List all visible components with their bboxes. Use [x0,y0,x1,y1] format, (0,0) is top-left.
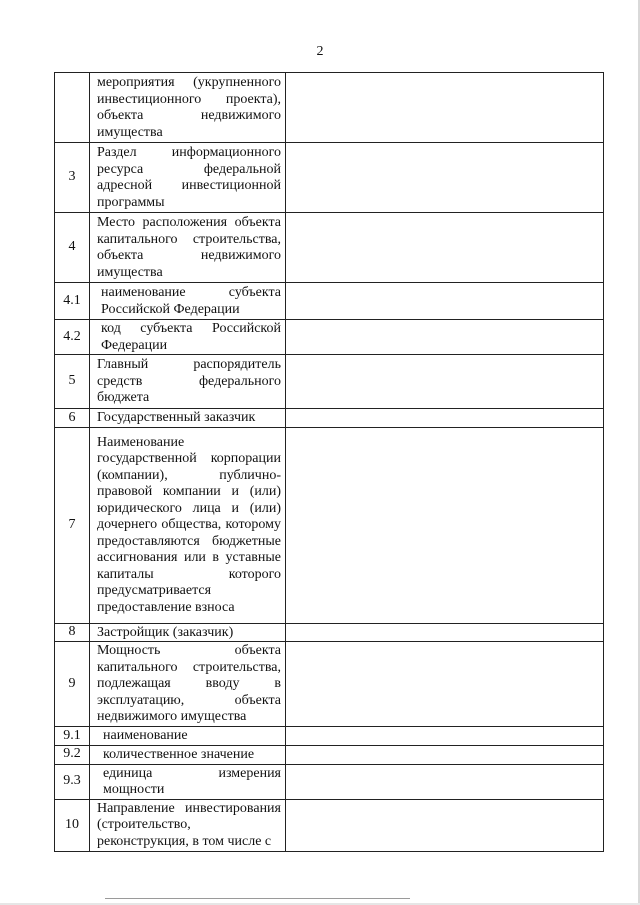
investment-project-table [54,72,604,852]
table-row [55,642,604,727]
row-value-cell [286,213,604,283]
row-number-cell: 4.1 [55,283,90,320]
row-name-text: Раздел информационного ресурса федеральной адресной инвестиционной программы [97,145,281,210]
row-value-cell [286,320,604,355]
row-number-cell: 3 [55,143,90,213]
row-number-cell: 5 [55,355,90,409]
row-value-cell [286,283,604,320]
row-name-cell [90,143,286,213]
row-name-cell [90,799,286,851]
row-name-cell [90,73,286,143]
row-value-cell [286,799,604,851]
table-row [55,283,604,320]
row-value-cell [286,642,604,727]
row-value-cell [286,143,604,213]
row-name-cell [90,764,286,799]
scan-edge-line [105,898,410,899]
row-name-text: мероприятия (укрупненного инвестиционного проекта), объекта недвижимого имущества [97,75,281,140]
row-name-cell [90,320,286,355]
row-value-cell [286,409,604,428]
row-name-text: Мощность объекта капитального строительства, подлежащая вводу в эксплуатацию, объекта недвижимого имущества [97,643,281,725]
table-row [55,213,604,283]
row-name-text: код субъекта Российской Федерации [101,321,281,353]
row-name-cell [90,427,286,623]
row-number-cell: 7 [55,427,90,623]
row-value-cell [286,623,604,642]
row-name-cell [90,213,286,283]
row-name-cell [90,409,286,428]
table-row [55,409,604,428]
row-name-text: Направление инвестирования (строительство, реконструкция, в том числе с [97,800,281,849]
row-value-cell [286,764,604,799]
row-name-text: Главный распорядитель средств федерального бюджета [97,357,281,406]
row-name-text: Место расположения объекта капитального строительства, объекта недвижимого имущества [97,215,281,280]
table-row [55,427,604,623]
row-name-cell [90,642,286,727]
table-body [55,73,604,852]
row-number-cell: 9.1 [55,727,90,746]
row-name-cell [90,283,286,320]
row-name-cell [90,727,286,746]
table-row [55,745,604,764]
table-row [55,73,604,143]
table-row [55,799,604,851]
row-number-cell [55,73,90,143]
row-name-text: наименование [103,728,188,743]
row-number-cell: 6 [55,409,90,428]
row-number-cell: 9 [55,642,90,727]
table-row [55,623,604,642]
table-row [55,320,604,355]
page-number: 2 [316,44,324,59]
row-number-cell: 4.2 [55,320,90,355]
row-name-cell [90,355,286,409]
row-name-text: Застройщик (заказчик) [97,624,234,640]
row-value-cell [286,73,604,143]
row-name-text: количественное значение [103,746,255,762]
row-value-cell [286,427,604,623]
row-name-text: наименование субъекта Российской Федерации [101,285,281,317]
row-number-cell: 10 [55,799,90,851]
row-name-text: единица измерения мощности [103,765,281,797]
row-number-cell: 9.3 [55,764,90,799]
table-row [55,727,604,746]
row-name-text: Государственный заказчик [97,410,256,425]
row-value-cell [286,355,604,409]
row-number-cell: 4 [55,213,90,283]
table-row [55,143,604,213]
table-row [55,355,604,409]
row-name-cell [90,745,286,764]
row-name-cell [90,623,286,642]
row-number-cell: 9.2 [55,745,90,764]
table-row [55,764,604,799]
row-value-cell [286,745,604,764]
row-number-cell: 8 [55,623,90,642]
row-value-cell [286,727,604,746]
row-name-text: Наименование государственной корпорации (компании), публично-правовой компании и (или) юридического лица и (или) дочернего общества, которому предоставляются бюджетные ассигнования или в уставные капиталы которого предусматривается предоставление взноса [97,434,281,615]
